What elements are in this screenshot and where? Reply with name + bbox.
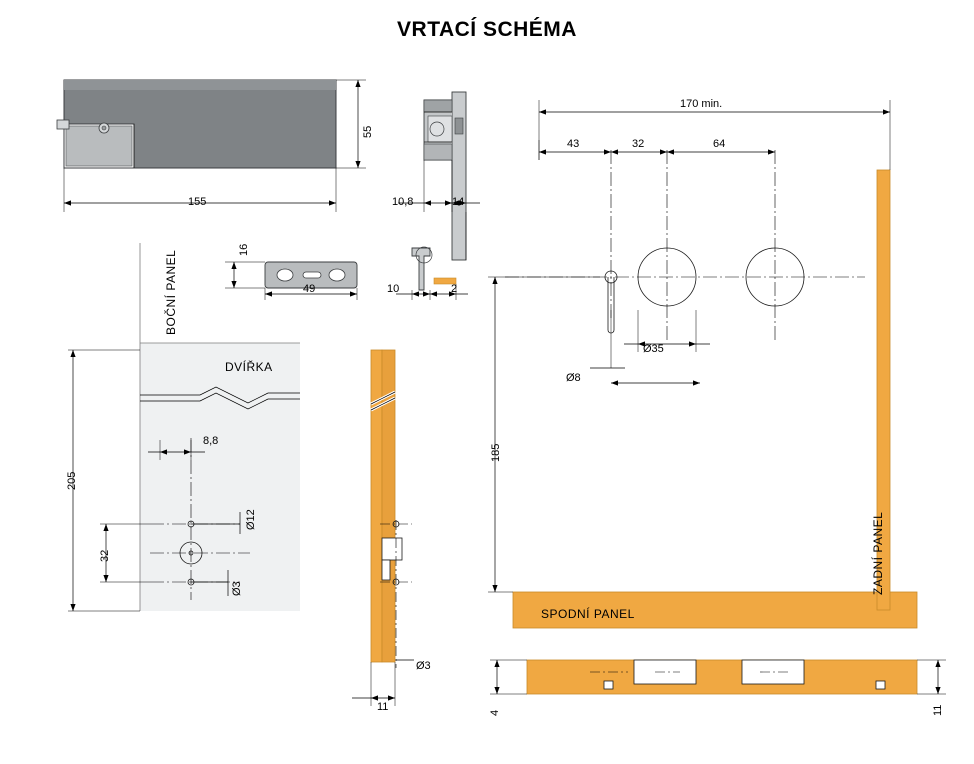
label-back-panel: ZADNÍ PANEL: [871, 511, 885, 595]
dim-lock-depth: 10,8: [392, 196, 414, 208]
dim-strike-side-b: 2: [451, 283, 458, 295]
dim-lock-length: 155: [188, 196, 207, 208]
door-vertical-section-view: [352, 350, 414, 706]
dim-bp-a: 43: [567, 138, 580, 150]
dim-door-hole-big: Ø12: [245, 509, 257, 530]
dim-bs-left: 4: [489, 709, 501, 716]
dim-strike-width: 16: [238, 243, 250, 256]
lock-body-side-view: [398, 92, 480, 260]
lock-body-front-view: [57, 80, 366, 212]
bottom-panel-section-view: [490, 660, 946, 694]
dim-bp-hole-small: Ø8: [566, 372, 581, 384]
dim-strike-side-a: 10: [387, 283, 400, 295]
label-bottom-panel: SPODNÍ PANEL: [541, 607, 635, 621]
dim-bp-c: 64: [713, 138, 726, 150]
dim-door-spacing: 32: [99, 549, 111, 562]
dim-lock-height: 55: [362, 125, 374, 138]
dim-lock-faceplate: 14: [452, 196, 465, 208]
strike-plate-top-view: [225, 262, 357, 300]
label-side-panel: BOČNÍ PANEL: [164, 249, 178, 335]
dim-bp-hole-big: Ø35: [643, 343, 664, 355]
dim-bp-b: 32: [632, 138, 645, 150]
dim-door-offset: 8,8: [203, 435, 219, 447]
dim-bp-depth: 185: [490, 443, 502, 462]
dim-strike-length: 49: [303, 283, 316, 295]
page-title: VRTACÍ SCHÉMA: [397, 18, 577, 41]
bottom-panel-plan-view: [488, 100, 917, 628]
dim-total-min: 170 min.: [680, 98, 723, 110]
label-door: DVÍŘKA: [225, 360, 273, 374]
dim-section-thickness: 11: [377, 701, 389, 713]
dim-door-height: 205: [66, 471, 78, 490]
dim-bs-right: 11: [932, 704, 944, 716]
dim-section-hole: Ø3: [416, 660, 431, 672]
dim-door-hole-small: Ø3: [231, 581, 243, 596]
